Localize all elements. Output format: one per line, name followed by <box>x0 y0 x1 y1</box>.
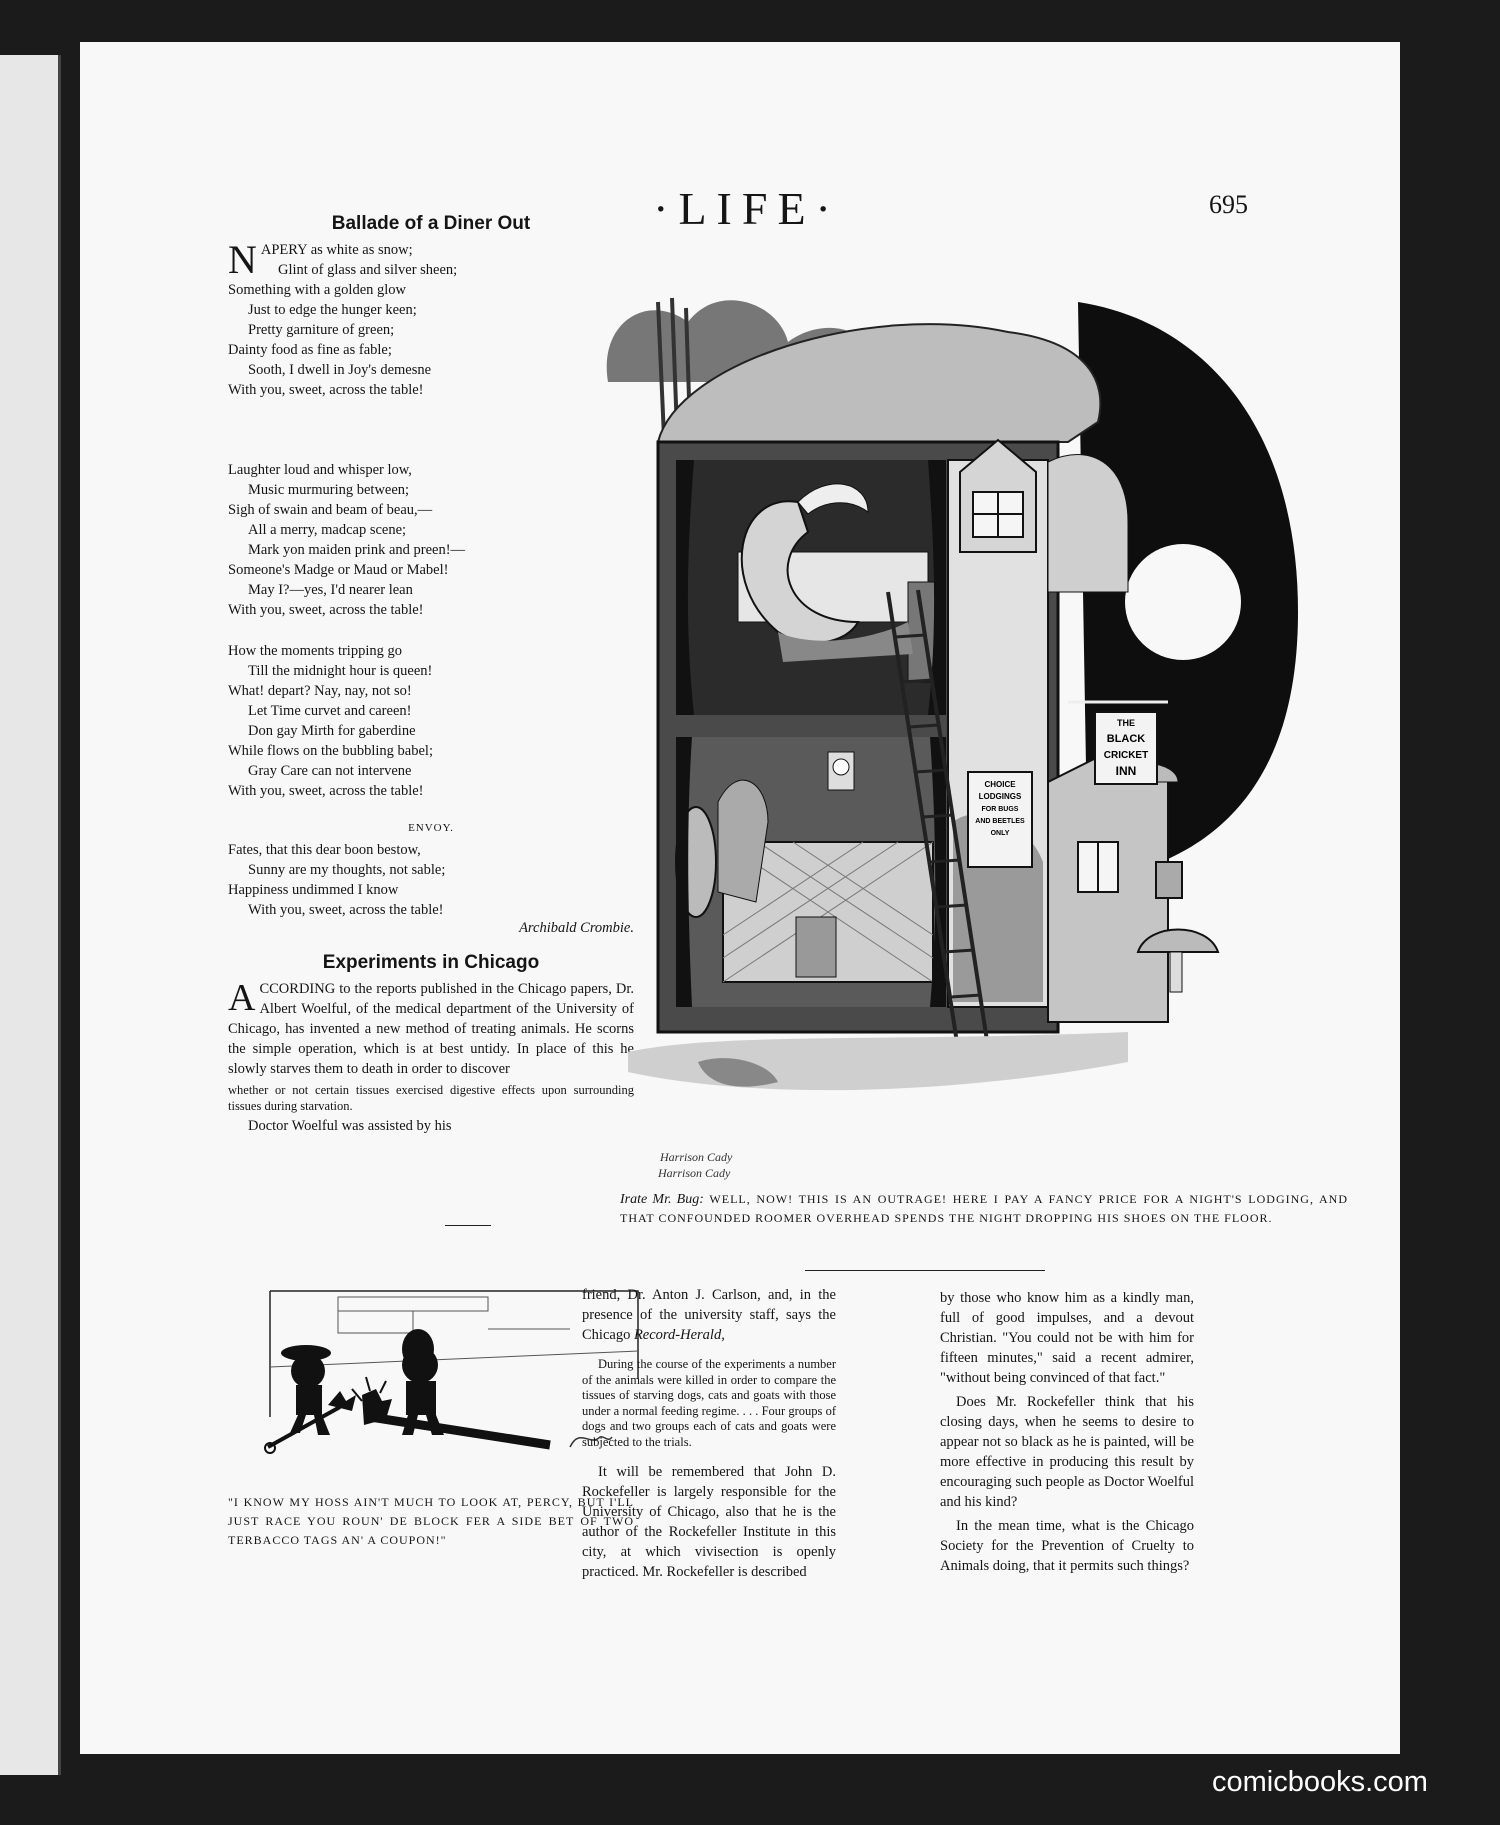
ballade-title: Ballade of a Diner Out <box>331 213 531 234</box>
experiments-para-1-text: CCORDING to the reports published in the Chicago papers, Dr. Albert Woelful, of the medical department of the University of Chicago, has invented a new method of treating animals. He scorns the simple operation, which is at best untidy. In place of this he slowly starves them to death in order to discover <box>228 981 634 1077</box>
verse-line: May I?—yes, I'd nearer lean <box>248 582 413 598</box>
masthead: ·LIFE· <box>653 183 841 234</box>
col3-para-3: In the mean time, what is the Chicago Society for the Prevention of Cruelty to Animals doing, that it permits such things? <box>940 1518 1194 1574</box>
verse-line: While flows on the bubbling babel; <box>228 743 433 759</box>
verse-line: With you, sweet, across the table! <box>228 783 424 799</box>
lodgings-sign-line-1: CHOICE <box>984 780 1016 789</box>
experiments-dropcap: A <box>228 977 256 1019</box>
lodgings-sign-line-3: FOR BUGS <box>981 806 1019 813</box>
cartoon-caption: "I KNOW MY HOSS AIN'T MUCH TO LOOK AT, PERCY, BUT I'LL JUST RACE YOU ROUN' DE BLOCK FER A SIDE BET OF TWO TERBACCO TAGS AN' A COUPON!" <box>228 1495 634 1547</box>
caption-speaker: Irate Mr. Bug: <box>620 1192 704 1207</box>
col2-para-1 <box>582 1285 836 1345</box>
experiments-para-2-start: Doctor Woelful was assisted by his <box>248 1118 452 1134</box>
verse-line: What! depart? Nay, nay, not so! <box>228 683 412 699</box>
col3-para-1: by those who know him as a kindly man, full of good impulses, and a devout Christian. "You could not be with him for fifteen minutes," said a recent admirer, "without being convinced of that fact." <box>940 1290 1194 1386</box>
envoy-label: ENVOY. <box>408 822 454 834</box>
inn-sign-line-3: CRICKET <box>1103 750 1149 761</box>
col2-para-1-text: friend, Dr. Anton J. Carlson, and, in the presence of the university staff, says the Chicago <box>582 1287 836 1343</box>
verse-line: Sunny are my thoughts, not sable; <box>248 862 446 878</box>
verse-line: With you, sweet, across the table! <box>228 382 424 398</box>
col2-quote: During the course of the experiments a number of the animals were killed in order to compare the tissues of starving dogs, cats and goats with those under a normal feeding regime. . . . Four groups of dogs and two groups each of cats and goats were subjected to the trials. <box>582 1357 836 1449</box>
experiments-title: Experiments in Chicago <box>322 952 540 973</box>
experiments-column-2 <box>582 1285 836 1582</box>
verse-line: Mark yon maiden prink and preen!— <box>248 542 466 558</box>
verse-line: Sigh of swain and beam of beau,— <box>228 502 433 518</box>
facing-page-edge <box>0 55 61 1775</box>
verse-line: Happiness undimmed I know <box>228 882 399 898</box>
lodgings-sign-line-2: LODGINGS <box>978 792 1022 801</box>
caption-text: WELL, NOW! THIS IS AN OUTRAGE! HERE I PAY A FANCY PRICE FOR A NIGHT'S LODGING, AND THAT CONFOUNDED ROOMER OVERHEAD SPENDS THE NIGHT DROPPING HIS SHOES ON THE FLOOR. <box>620 1192 1348 1225</box>
illustration-signature: Harrison Cady <box>658 1166 731 1180</box>
ballade-dropcap: N <box>228 237 257 282</box>
verse-line: How the moments tripping go <box>228 643 402 659</box>
verse-line: Don gay Mirth for gaberdine <box>248 723 416 739</box>
verse-line: Glint of glass and silver sheen; <box>278 262 458 278</box>
verse-line: Dainty food as fine as fable; <box>228 342 392 358</box>
artist-signature: Harrison Cady <box>660 1150 733 1164</box>
lodgings-sign-line-4: AND BEETLES <box>975 818 1025 825</box>
lodgings-sign-line-5: ONLY <box>990 830 1010 837</box>
verse-line: Fates, that this dear boon bestow, <box>228 842 421 858</box>
verse-line: With you, sweet, across the table! <box>248 902 444 918</box>
verse-line: All a merry, madcap scene; <box>248 522 407 538</box>
verse-line: Laughter loud and whisper low, <box>228 462 412 478</box>
verse-line: Someone's Madge or Maud or Mabel! <box>228 562 449 578</box>
col2-para-1-italic: Record-Herald, <box>633 1327 725 1343</box>
inn-sign-line-4: INN <box>1115 764 1137 778</box>
experiments-column-3 <box>940 1288 1348 1576</box>
verse-line: APERY as white as snow; <box>260 242 413 258</box>
verse-line: Pretty garniture of green; <box>248 322 395 338</box>
experiments-para-1-small: whether or not certain tissues exercised digestive effects upon surrounding tissues during starvation. <box>228 1083 634 1113</box>
verse-line: Till the midnight hour is queen! <box>248 663 433 679</box>
verse-line: Something with a golden glow <box>228 282 407 298</box>
verse-line: With you, sweet, across the table! <box>228 602 424 618</box>
verse-line: Sooth, I dwell in Joy's demesne <box>248 362 432 378</box>
col2-para-2: It will be remembered that John D. Rockefeller is largely responsible for the University of Chicago, also that he is the author of the Rockefeller Institute in this city, at which vivisection is openly practiced. Mr. Rockefeller is described <box>582 1464 836 1580</box>
ballade-author: Archibald Crombie. <box>519 920 634 936</box>
verse-line: Gray Care can not intervene <box>248 763 412 779</box>
verse-line: Just to edge the hunger keen; <box>248 302 417 318</box>
separator-rule <box>805 1270 1045 1271</box>
verse-line: Music murmuring between; <box>248 482 410 498</box>
inn-sign-line-2: BLACK <box>1106 733 1146 745</box>
watermark: comicbooks.com <box>1212 1766 1428 1798</box>
page-number: 695 <box>1209 190 1248 219</box>
col3-para-2: Does Mr. Rockefeller think that his closing days, when he seems to desire to appear not so black as he is painted, will be more effective in producing this result by encouraging such people as Doctor Woelful and his kind? <box>940 1394 1194 1510</box>
magazine-page <box>80 42 1400 1754</box>
short-rule <box>445 1225 491 1226</box>
black-cricket-inn-illustration <box>568 262 1368 1180</box>
inn-sign-line-1: THE <box>1117 718 1135 728</box>
illustration-caption <box>620 1190 1348 1228</box>
verse-line: Let Time curvet and careen! <box>248 703 412 719</box>
